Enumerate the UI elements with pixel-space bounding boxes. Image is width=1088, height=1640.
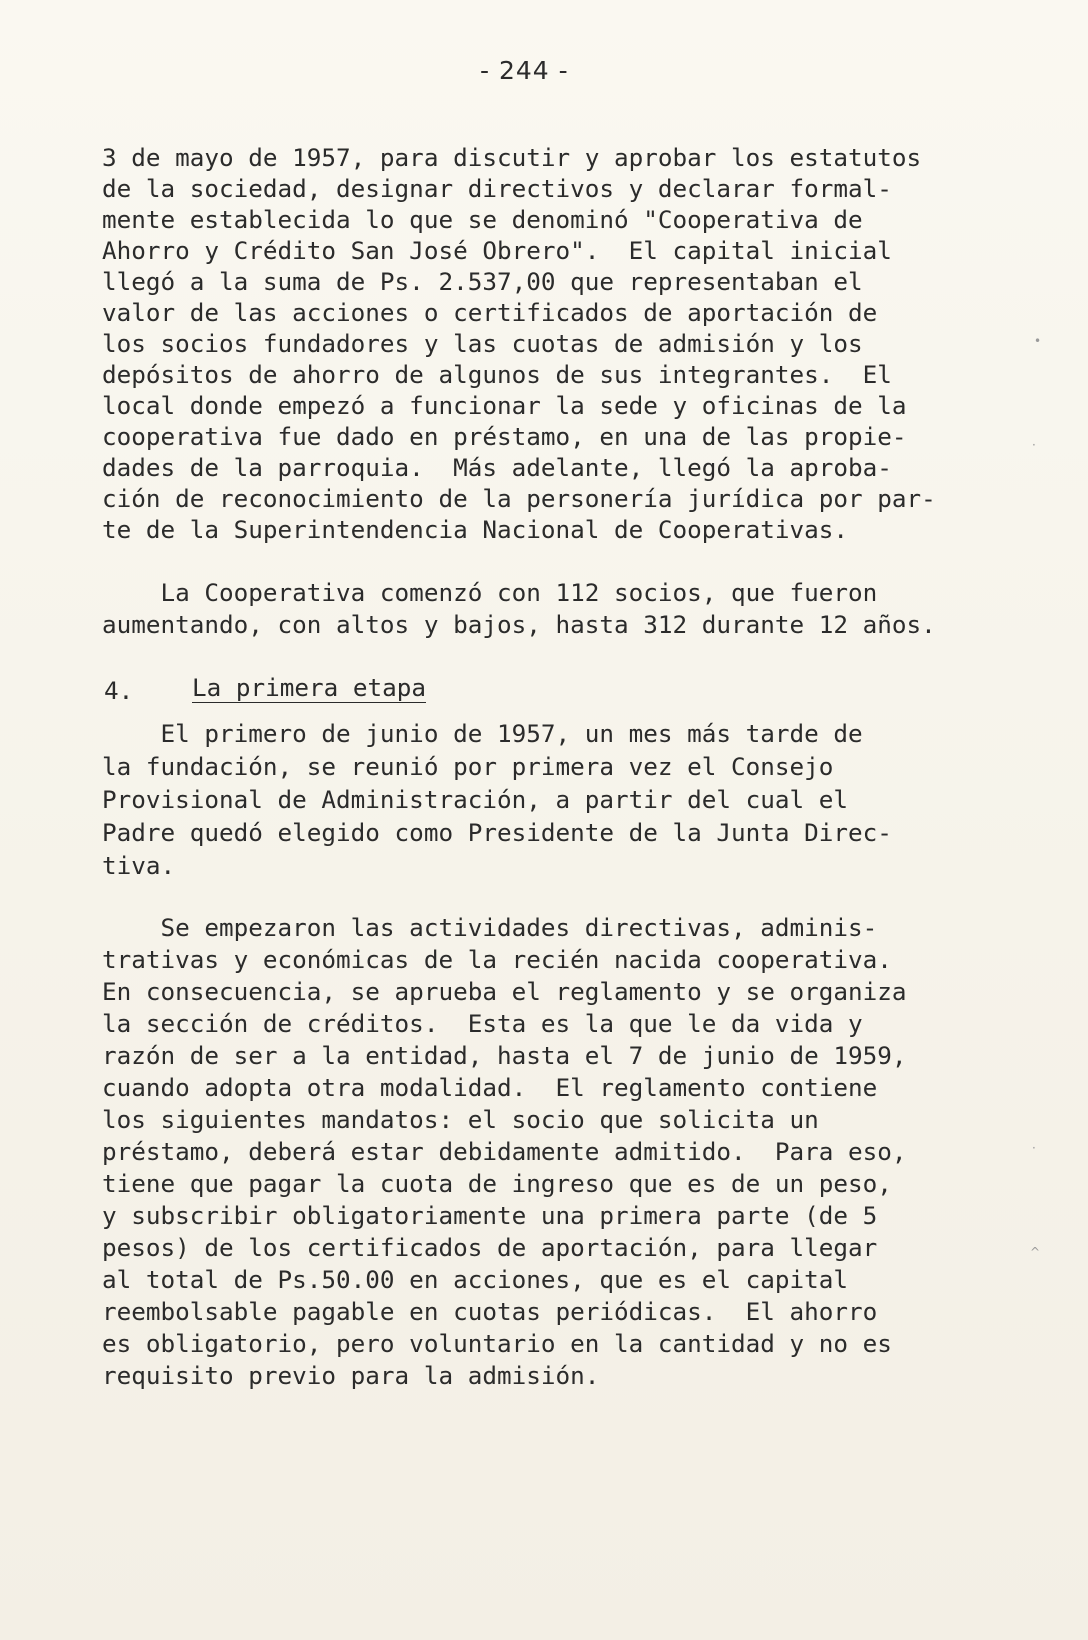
text-line: depósitos de ahorro de algunos de sus integrantes. El	[102, 360, 892, 389]
text-line: mente establecida lo que se denominó "Cooperativa de	[102, 205, 863, 234]
text-line: En consecuencia, se aprueba el reglamento y se organiza	[102, 977, 907, 1006]
text-line: reembolsable pagable en cuotas periódicas. El ahorro	[102, 1297, 878, 1326]
margin-speck: ·	[1032, 438, 1036, 452]
text-line: Provisional de Administración, a partir del cual el	[102, 785, 849, 814]
text-line: tiva.	[102, 851, 176, 880]
text-line: préstamo, deberá estar debidamente admitido. Para eso,	[102, 1137, 907, 1166]
text-line: y subscribir obligatoriamente una primera parte (de 5	[102, 1201, 878, 1230]
text-line: te de la Superintendencia Nacional de Cooperativas.	[102, 515, 849, 544]
margin-speck: ^	[1030, 1245, 1041, 1259]
text-line: aumentando, con altos y bajos, hasta 312 durante 12 años.	[102, 610, 936, 639]
text-line: llegó a la suma de Ps. 2.537,00 que representaban el	[102, 267, 863, 296]
text-line: local donde empezó a funcionar la sede y oficinas de la	[102, 391, 907, 420]
text-line: razón de ser a la entidad, hasta el 7 de junio de 1959,	[102, 1041, 907, 1070]
text-line: tiene que pagar la cuota de ingreso que es de un peso,	[102, 1169, 892, 1198]
text-line: pesos) de los certificados de aportación, para llegar	[102, 1233, 878, 1262]
text-line: El primero de junio de 1957, un mes más tarde de	[102, 719, 863, 748]
section-number: 4.	[104, 676, 134, 705]
text-line: 3 de mayo de 1957, para discutir y aprobar los estatutos	[102, 143, 922, 172]
text-line: de la sociedad, designar directivos y declarar formal-	[102, 174, 892, 203]
text-line: dades de la parroquia. Más adelante, llegó la aproba-	[102, 453, 892, 482]
text-line: ción de reconocimiento de la personería jurídica por par-	[102, 484, 936, 513]
text-line: cooperativa fue dado en préstamo, en una de las propie-	[102, 422, 907, 451]
text-line: los siguientes mandatos: el socio que solicita un	[102, 1105, 819, 1134]
text-line: la fundación, se reunió por primera vez el Consejo	[102, 752, 834, 781]
text-line: Padre quedó elegido como Presidente de la Junta Direc-	[102, 818, 892, 847]
text-line: los socios fundadores y las cuotas de admisión y los	[102, 329, 863, 358]
text-line: es obligatorio, pero voluntario en la cantidad y no es	[102, 1329, 892, 1358]
text-line: requisito previo para la admisión.	[102, 1361, 600, 1390]
margin-speck: •	[1034, 334, 1042, 348]
margin-speck: ·	[1032, 1141, 1036, 1155]
text-line: valor de las acciones o certificados de aportación de	[102, 298, 878, 327]
text-line: trativas y económicas de la recién nacida cooperativa.	[102, 945, 892, 974]
section-title: La primera etapa	[192, 673, 427, 702]
text-line: cuando adopta otra modalidad. El reglamento contiene	[102, 1073, 878, 1102]
page-number: - 244 -	[480, 56, 569, 85]
text-line: La Cooperativa comenzó con 112 socios, que fueron	[102, 578, 878, 607]
text-line: Se empezaron las actividades directivas, adminis-	[102, 913, 878, 942]
text-line: la sección de créditos. Esta es la que le da vida y	[102, 1009, 863, 1038]
text-line: Ahorro y Crédito San José Obrero". El capital inicial	[102, 236, 892, 265]
text-line: al total de Ps.50.00 en acciones, que es el capital	[102, 1265, 849, 1294]
